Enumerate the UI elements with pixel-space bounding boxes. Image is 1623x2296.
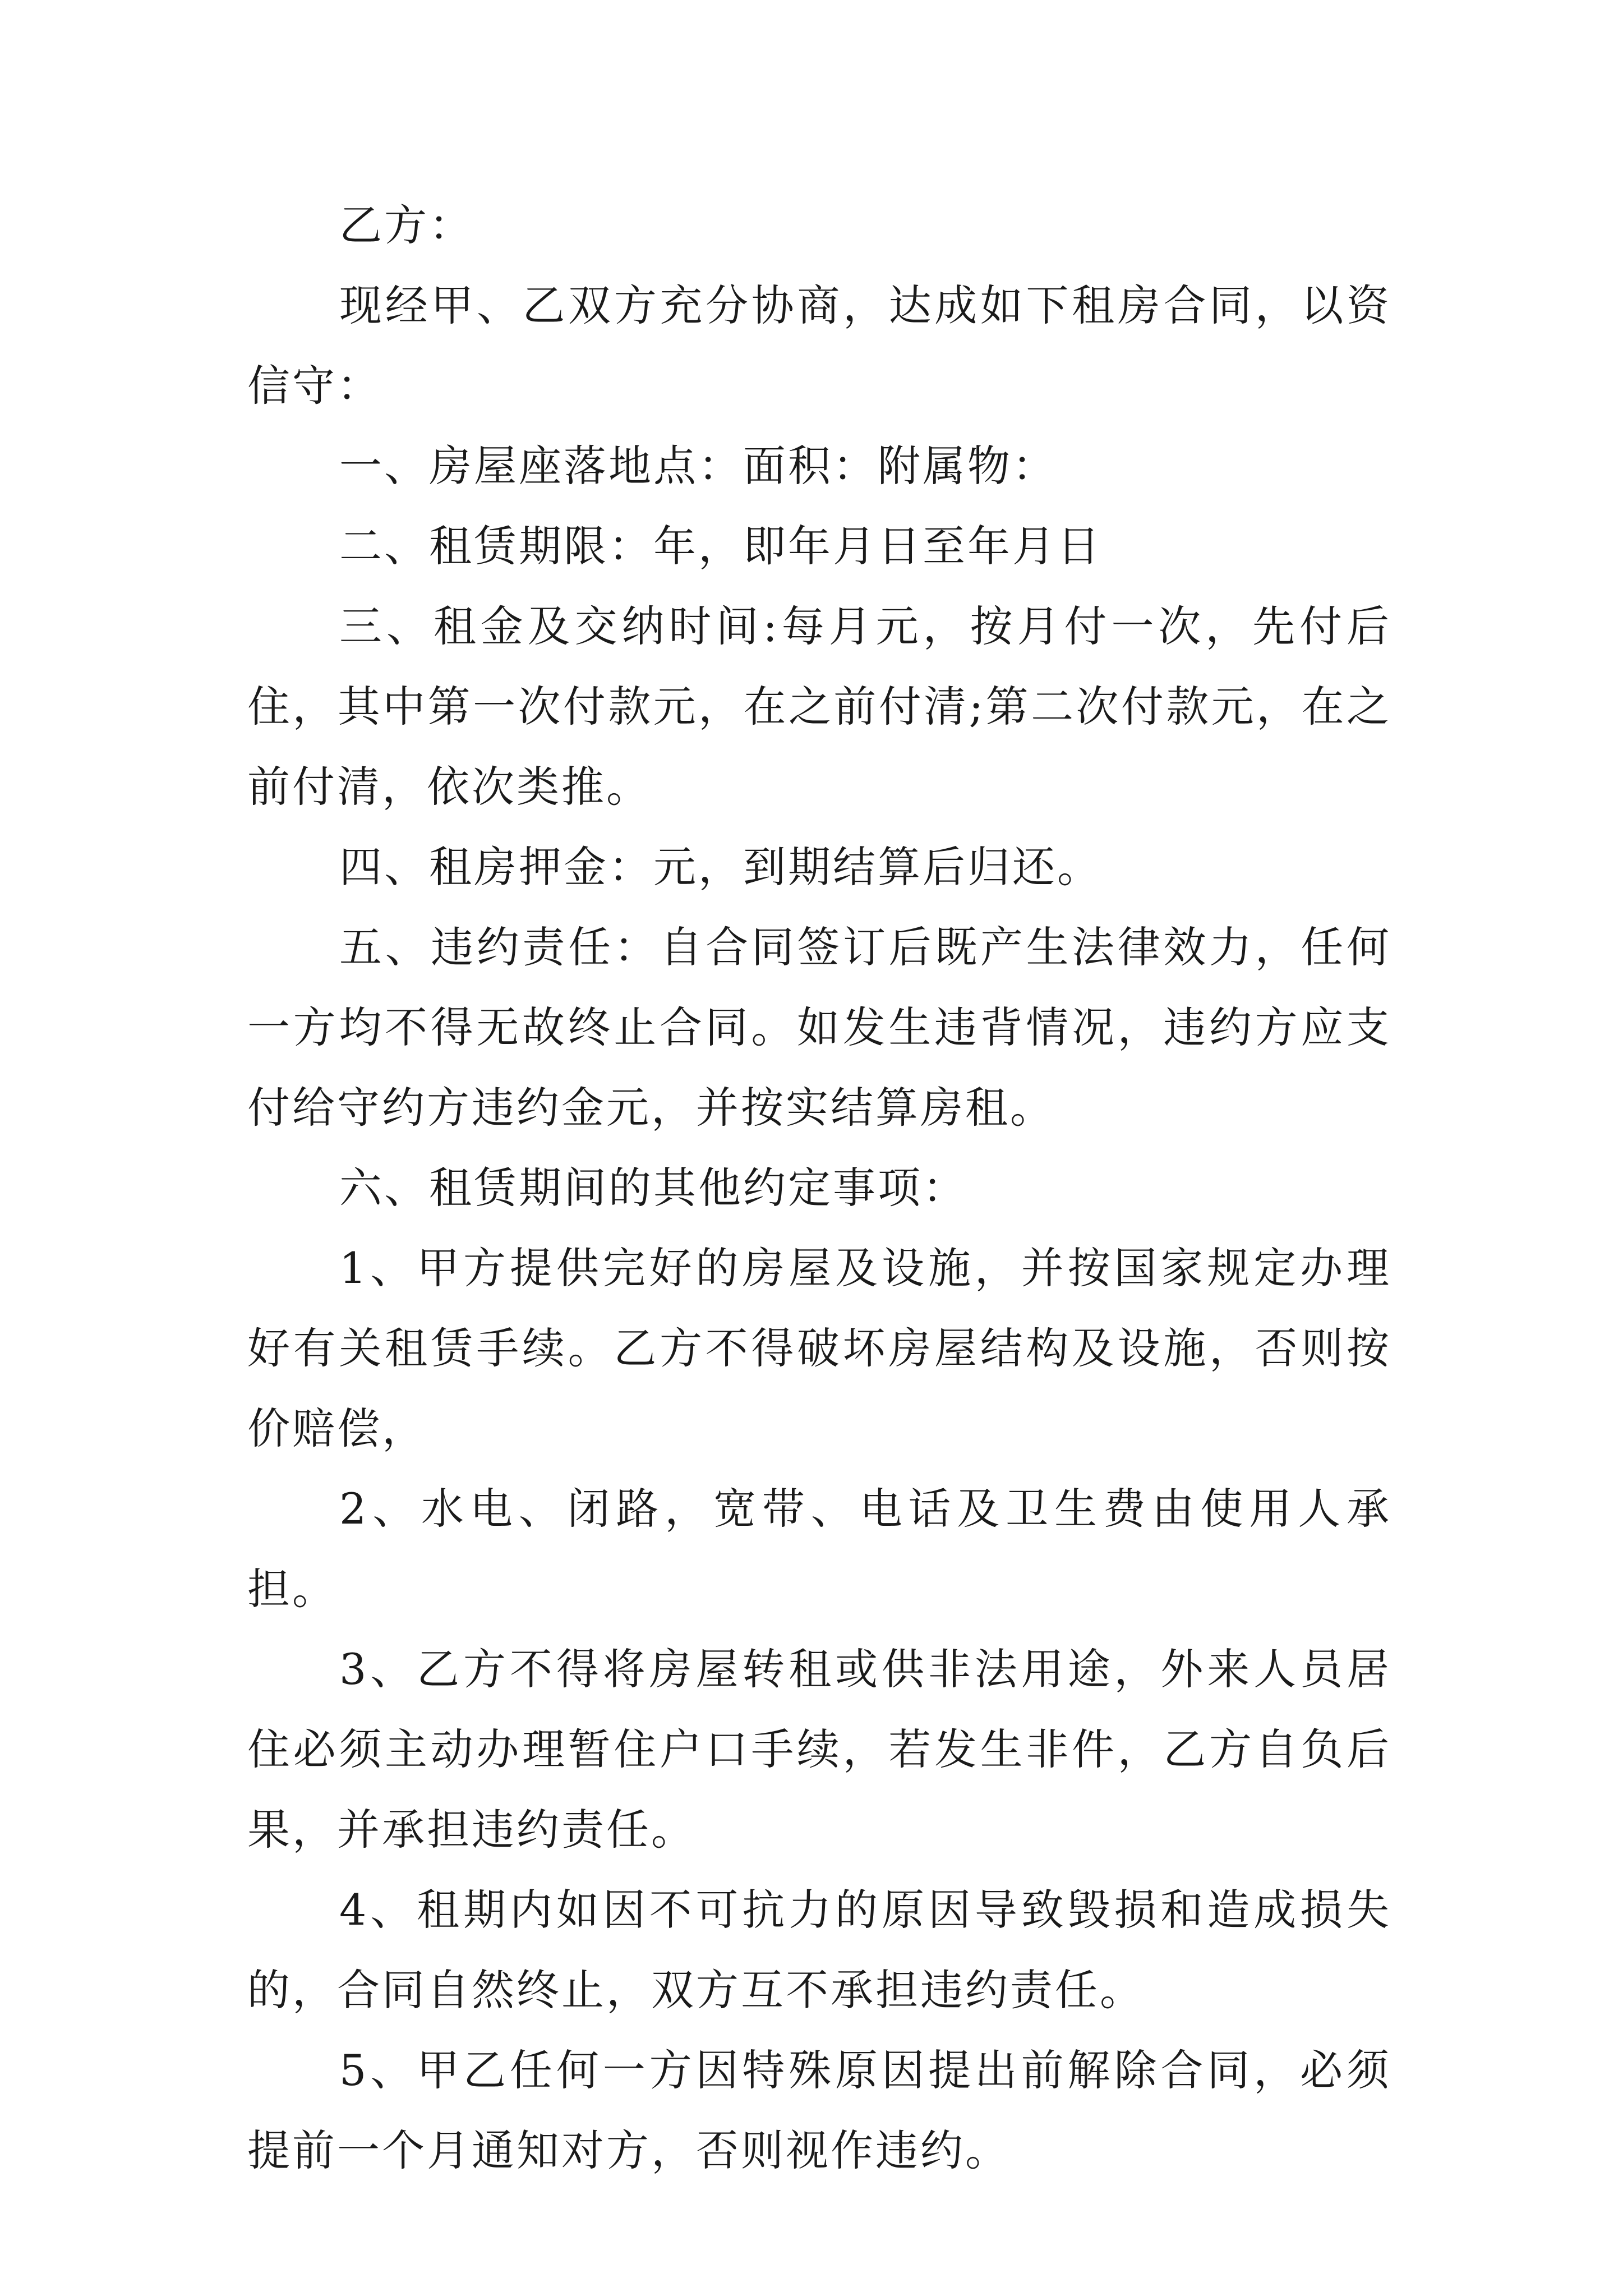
contract-body bbox=[247, 185, 1391, 2191]
list-item-2: 2、水电、闭路，宽带、电话及卫生费由使用人承担。 bbox=[247, 1484, 1391, 1614]
paragraph-other-terms-heading: 六、租赁期间的其他约定事项： bbox=[339, 1163, 967, 1213]
list-item-4: 4、租期内如因不可抗力的原因导致毁损和造成损失的，合同自然终止，双方互不承担违约责任。 bbox=[247, 1885, 1391, 2015]
paragraph-deposit: 四、租房押金：元，到期结算后归还。 bbox=[339, 842, 1102, 892]
paragraph-agreement-intro: 现经甲、乙双方充分协商，达成如下租房合同，以资信守： bbox=[247, 280, 1391, 411]
paragraph-lease-term: 二、租赁期限：年，即年月日至年月日 bbox=[339, 521, 1102, 571]
paragraph-rent-payment: 三、租金及交纳时间:每月元，按月付一次，先付后住，其中第一次付款元，在之前付清;第二次付款元，在之前付清，依次类推。 bbox=[247, 601, 1391, 812]
paragraph-breach-liability: 五、违约责任：自合同签订后既产生法律效力，任何一方均不得无故终止合同。如发生违背情况，违约方应支付给守约方违约金元，并按实结算房租。 bbox=[247, 922, 1391, 1133]
paragraph-location: 一、房屋座落地点：面积：附属物： bbox=[339, 441, 1057, 491]
paragraph-party-b: 乙方： bbox=[339, 200, 474, 250]
list-item-5: 5、甲乙任何一方因特殊原因提出前解除合同，必须提前一个月通知对方，否则视作违约。 bbox=[247, 2045, 1391, 2175]
list-item-1: 1、甲方提供完好的房屋及设施，并按国家规定办理好有关租赁手续。乙方不得破坏房屋结构及设施，否则按价赔偿， bbox=[247, 1243, 1391, 1453]
list-item-3: 3、乙方不得将房屋转租或供非法用途，外来人员居住必须主动办理暂住户口手续，若发生非件，乙方自负后果，并承担违约责任。 bbox=[247, 1644, 1391, 1855]
